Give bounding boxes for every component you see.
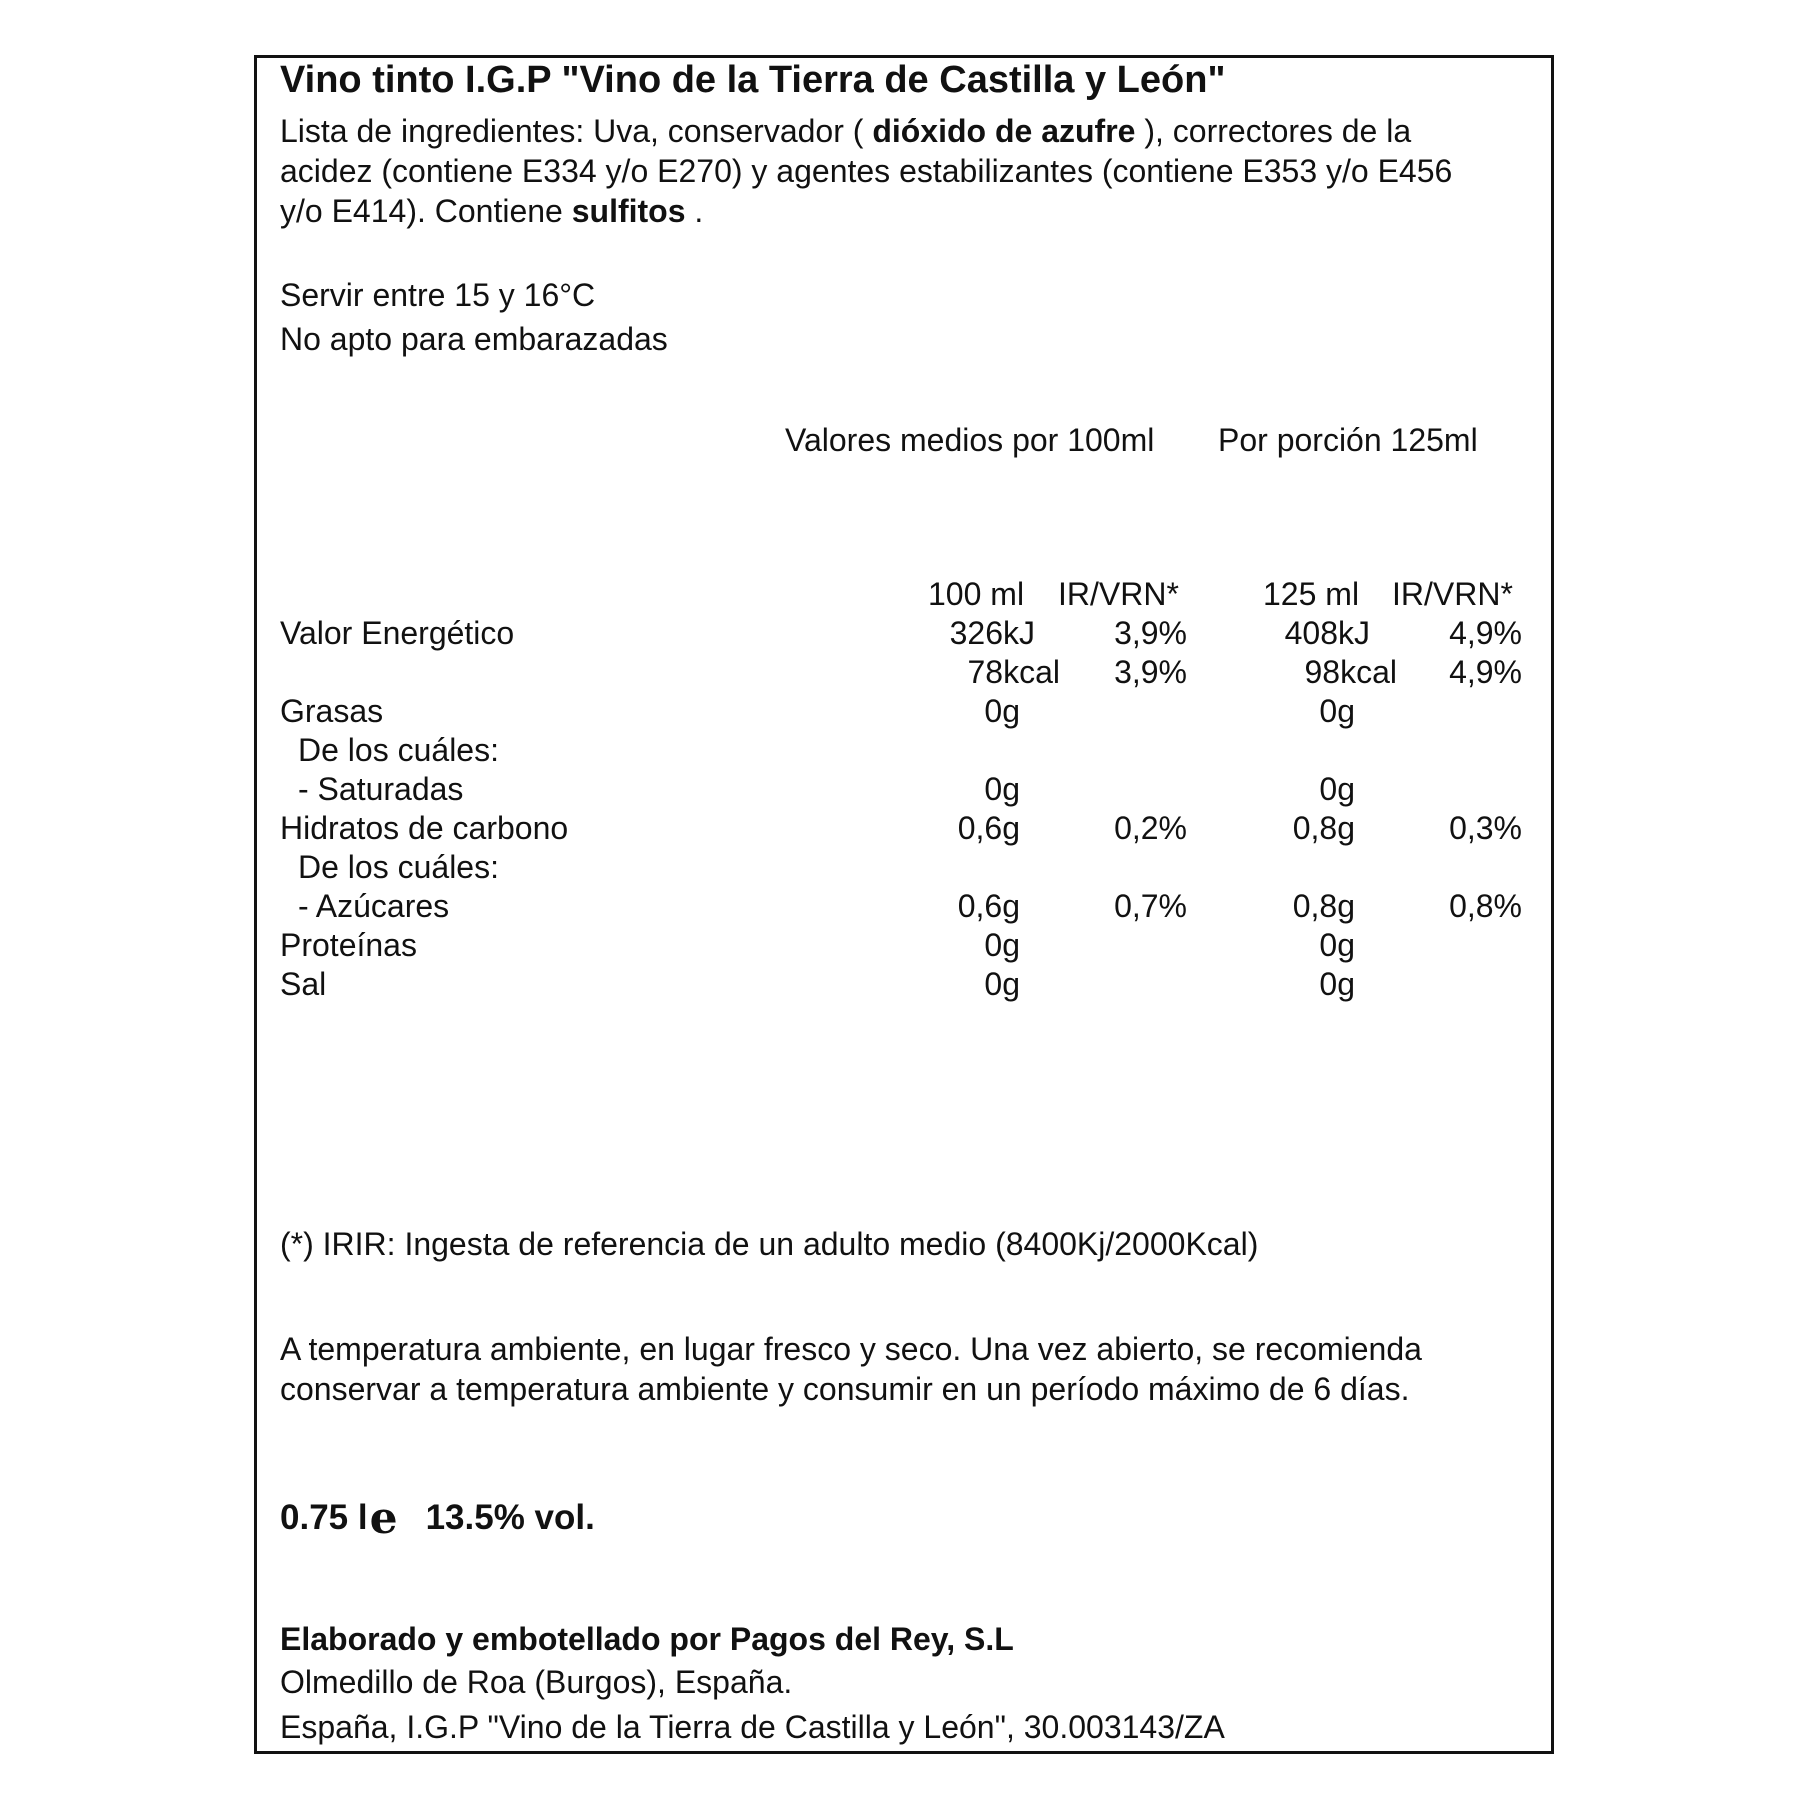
nutrient-label: Valor Energético: [280, 615, 515, 651]
ir-125ml: 0,8%: [1449, 888, 1522, 924]
value-100ml: 0g: [984, 927, 1020, 963]
allergen-sulphur-dioxide: dióxido de azufre: [872, 113, 1136, 149]
col-header-ir-125ml: IR/VRN*: [1392, 576, 1513, 612]
value-125ml: 98kcal: [1304, 654, 1397, 690]
ir-100ml: 0,7%: [1114, 888, 1187, 924]
value-125ml: 0g: [1319, 966, 1355, 1002]
value-125ml: 0,8g: [1292, 888, 1355, 924]
nutrient-label: Sal: [280, 966, 327, 1002]
col-header-100ml: 100 ml: [928, 576, 1025, 612]
product-title: Vino tinto I.G.P "Vino de la Tierra de Castilla y León": [280, 59, 1226, 101]
pregnancy-warning: No apto para embarazadas: [280, 321, 668, 357]
producer-line-2: Olmedillo de Roa (Burgos), España.: [280, 1664, 793, 1700]
ir-100ml: 3,9%: [1114, 615, 1187, 651]
serving-temperature: Servir entre 15 y 16°C: [280, 277, 596, 313]
nutrition-header-per-portion: Por porción 125ml: [1218, 422, 1478, 458]
value-100ml: 78kcal: [967, 654, 1060, 690]
value-100ml: 0,6g: [957, 888, 1020, 924]
value-100ml: 0g: [984, 693, 1020, 729]
ir-125ml: 0,3%: [1449, 810, 1522, 846]
value-125ml: 0g: [1319, 771, 1355, 807]
ingredients-text: ), correctores de la: [1135, 113, 1412, 149]
value-100ml: 0,6g: [957, 810, 1020, 846]
ingredients-line-2: acidez (contiene E334 y/o E270) y agentes estabilizantes (contiene E353 y/o E456: [280, 153, 1453, 189]
ir-100ml: 0,2%: [1114, 810, 1187, 846]
nutrient-label: - Azúcares: [298, 888, 450, 924]
nutrition-header-per-100ml: Valores medios por 100ml: [785, 422, 1155, 458]
ingredients-line-1: [280, 112, 1411, 150]
ingredients-line-3: [280, 192, 703, 230]
value-125ml: 0g: [1319, 693, 1355, 729]
ir-125ml: 4,9%: [1449, 615, 1522, 651]
value-100ml: 0g: [984, 771, 1020, 807]
value-100ml: 326kJ: [949, 615, 1035, 651]
volume-alcohol-line: [280, 1493, 595, 1544]
col-header-125ml: 125 ml: [1263, 576, 1360, 612]
value-100ml: 0g: [984, 966, 1020, 1002]
value-125ml: 0,8g: [1292, 810, 1355, 846]
storage-line-2: conservar a temperatura ambiente y consumir en un período máximo de 6 días.: [280, 1371, 1410, 1407]
net-volume: 0.75 l: [280, 1498, 368, 1537]
nutrient-label: Grasas: [280, 693, 384, 729]
producer-line-1: Elaborado y embotellado por Pagos del Rey, S.L: [280, 1621, 1014, 1657]
ingredients-text: y/o E414). Contiene: [280, 193, 572, 229]
nutrient-label: De los cuáles:: [298, 849, 499, 885]
value-125ml: 0g: [1319, 927, 1355, 963]
value-125ml: 408kJ: [1284, 615, 1370, 651]
ir-125ml: 4,9%: [1449, 654, 1522, 690]
nutrient-label: Proteínas: [280, 927, 417, 963]
nutrient-label: De los cuáles:: [298, 732, 499, 768]
ingredients-text: .: [685, 193, 704, 229]
ir-100ml: 3,9%: [1114, 654, 1187, 690]
ir-footnote: (*) IRIR: Ingesta de referencia de un adulto medio (8400Kj/2000Kcal): [280, 1226, 1259, 1262]
ingredients-text: Lista de ingredientes: Uva, conservador (: [280, 113, 873, 149]
storage-line-1: A temperatura ambiente, en lugar fresco y seco. Una vez abierto, se recomienda: [280, 1331, 1422, 1367]
allergen-sulphites: sulfitos: [571, 193, 686, 229]
alcohol-content: 13.5% vol.: [425, 1498, 595, 1537]
nutrient-label: - Saturadas: [298, 771, 464, 807]
col-header-ir-100ml: IR/VRN*: [1058, 576, 1179, 612]
estimated-sign-icon: e: [369, 1493, 398, 1544]
producer-line-3: España, I.G.P "Vino de la Tierra de Castilla y León", 30.003143/ZA: [280, 1709, 1225, 1745]
nutrient-label: Hidratos de carbono: [280, 810, 569, 846]
